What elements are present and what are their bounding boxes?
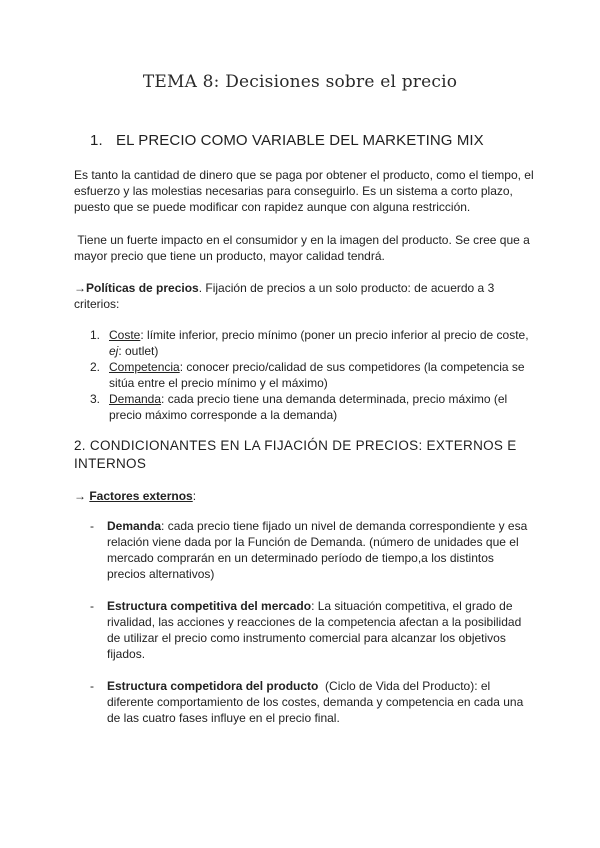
criterio-text: : cada precio tiene una demanda determinada, precio máximo (el precio máximo corresponde a la demanda) bbox=[109, 392, 508, 422]
list-item bbox=[90, 327, 530, 359]
criterio-term: Coste bbox=[109, 328, 141, 342]
list-number: 3. bbox=[90, 392, 101, 406]
factor-term: Demanda bbox=[107, 519, 162, 533]
list-item bbox=[90, 391, 530, 423]
factores-colon: : bbox=[192, 489, 197, 503]
bullet-dash: - bbox=[90, 679, 94, 693]
factores-externos-line bbox=[74, 488, 534, 504]
list-number: 2. bbox=[90, 360, 101, 374]
factores-label: Factores externos bbox=[89, 489, 193, 503]
bullet-dash: - bbox=[90, 599, 94, 613]
list-item bbox=[90, 518, 530, 582]
document-title: TEMA 8: Decisiones sobre el precio bbox=[142, 72, 458, 92]
section-1-heading-text: EL PRECIO COMO VARIABLE DEL MARKETING MIX bbox=[116, 132, 484, 149]
politicas-label: Políticas de precios bbox=[86, 281, 199, 295]
section-1-heading bbox=[90, 133, 484, 149]
criterios-list bbox=[90, 327, 530, 423]
paragraph-definition: Es tanto la cantidad de dinero que se paga por obtener el producto, como el tiempo, el esfuerzo y las molestias necesarias para conseguirlo. Es un sistema a corto plazo, puesto que se puede modificar con rapidez aunque con alguna restricción. bbox=[74, 168, 534, 214]
factor-text: : La situación competitiva, el grado de rivalidad, las acciones y reacciones de la competencia afectan a la posibilidad de utilizar el precio como instrumento comercial para alcanzar los objetivos fijados. bbox=[107, 599, 522, 661]
factor-text: (Ciclo de Vida del Producto): el diferente comportamiento de los costes, demanda y competencia en cada una de las cuatro fases influye en el precio final. bbox=[107, 679, 527, 725]
criterio-text: : límite inferior, precio mínimo (poner un precio inferior al precio de coste, bbox=[140, 328, 529, 342]
paragraph-politicas bbox=[74, 280, 534, 312]
section-1-number: 1. bbox=[90, 132, 103, 149]
list-item bbox=[90, 359, 530, 391]
paragraph-impact: Tiene un fuerte impacto en el consumidor y en la imagen del producto. Se cree que a mayor precio que tiene un producto, mayor calidad tendrá. bbox=[74, 233, 534, 263]
factor-term: Estructura competidora del producto bbox=[107, 679, 319, 693]
list-number: 1. bbox=[90, 328, 101, 342]
criterio-ej: ej bbox=[109, 344, 119, 358]
criterio-text: : conocer precio/calidad de sus competidores (la competencia se sitúa entre el precio mínimo y el máximo) bbox=[109, 360, 525, 390]
factor-text: : cada precio tiene fijado un nivel de demanda correspondiente y esa relación viene dada por la Función de Demanda. (número de unidades que el mercado comprarán en un determinado período de tiempo,a los distintos precios alternativos) bbox=[107, 519, 528, 581]
politicas-arrow: → bbox=[74, 281, 86, 295]
factor-term: Estructura competitiva del mercado bbox=[107, 599, 312, 613]
list-item bbox=[90, 678, 530, 726]
section-2-heading: 2. CONDICIONANTES EN LA FIJACIÓN DE PRECIOS: EXTERNOS E INTERNOS bbox=[74, 438, 517, 471]
politicas-text: . Fijación de precios a un solo producto: de acuerdo a 3 criterios: bbox=[74, 281, 495, 311]
criterio-text-end: : outlet) bbox=[118, 344, 159, 358]
bullet-dash: - bbox=[90, 519, 94, 533]
criterio-term: Competencia bbox=[109, 360, 180, 374]
criterio-term: Demanda bbox=[109, 392, 162, 406]
factores-arrow: → bbox=[74, 489, 90, 503]
list-item bbox=[90, 598, 530, 662]
